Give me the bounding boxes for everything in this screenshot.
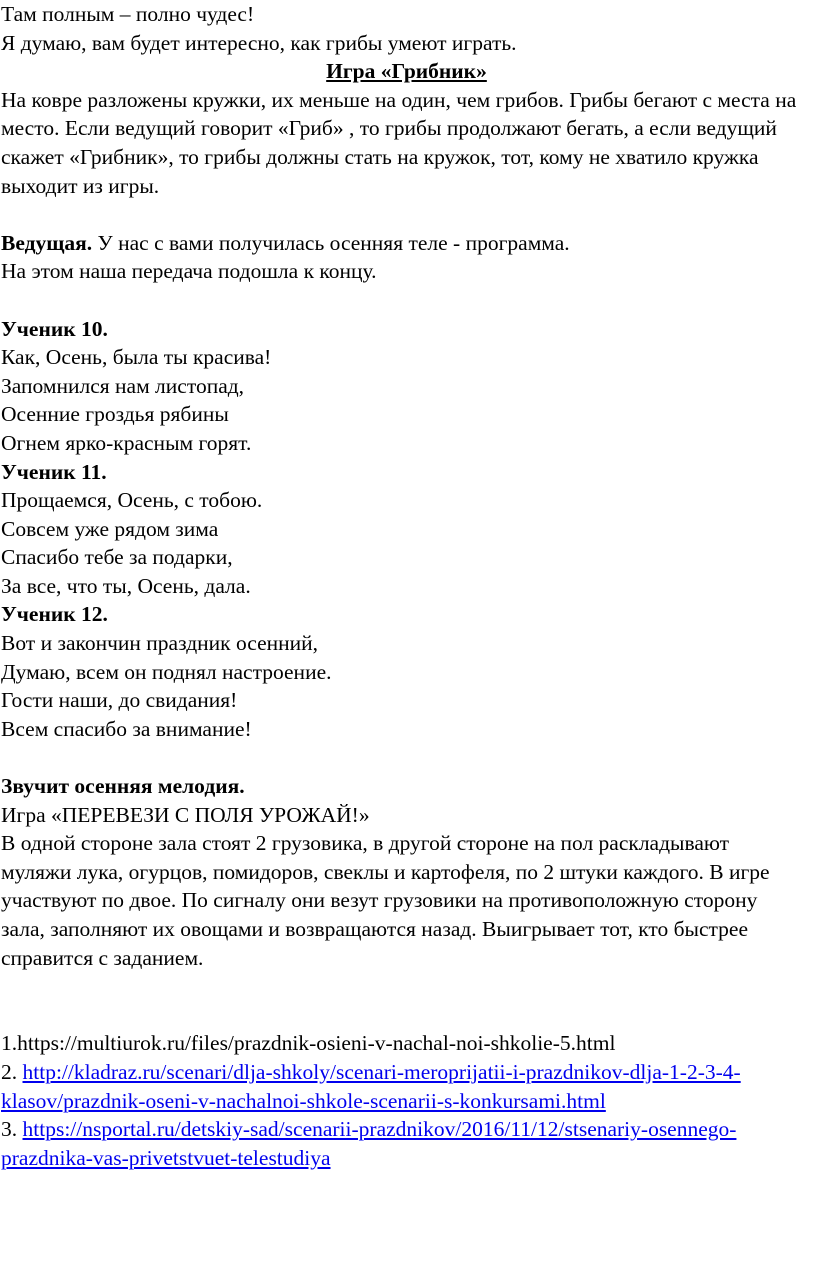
host-line-1: [1, 229, 812, 258]
source-1: [1, 1029, 812, 1058]
source-2: [1, 1058, 806, 1115]
intro-line-2: Я думаю, вам будет интересно, как грибы умеют играть.: [1, 30, 517, 55]
student-12-line: Всем спасибо за внимание!: [1, 716, 252, 741]
student-10-line: Осенние гроздья рябины: [1, 402, 229, 427]
student-10-line: Огнем ярко-красным горят.: [1, 430, 252, 455]
game1-text: На ковре разложены кружки, их меньше на один, чем грибов. Грибы бегают с места на место. Если ведущий говорит «Гриб» , то грибы продолжают бегать, а если ведущий скажет «Грибник», то грибы должны стать на кружок, тот, кому не хватило кружка выходит из игры.: [1, 87, 797, 198]
game2-title: Игра «ПЕРЕВЕЗИ С ПОЛЯ УРОЖАЙ!»: [1, 802, 370, 827]
spacer: [1, 743, 812, 772]
intro-line-1: Там полным – полно чудес!: [1, 2, 255, 26]
source-2-prefix: 2.: [1, 1059, 23, 1084]
source-3: [1, 1115, 761, 1172]
host-text-1: У нас с вами получилась осенняя теле - программа.: [92, 230, 570, 255]
host-speaker: Ведущая.: [1, 230, 93, 255]
student-10-speaker: Ученик 10.: [1, 316, 108, 341]
student-12-speaker: Ученик 12.: [1, 602, 108, 627]
spacer: [1, 200, 812, 229]
student-11-line: Спасибо тебе за подарки,: [1, 545, 233, 570]
source-3-link[interactable]: https://nsportal.ru/detskiy-sad/scenarii-prazdnikov/2016/11/12/stsenariy-osennego-prazdnika-vas-privetstvuet-telestudiya: [1, 1117, 737, 1170]
game1-title: Игра «Грибник»: [326, 59, 487, 84]
spacer: [1, 286, 812, 315]
student-11-line: За все, что ты, Осень, дала.: [1, 573, 251, 598]
student-11-speaker: Ученик 11.: [1, 459, 107, 484]
student-10-line: Запомнился нам листопад,: [1, 373, 245, 398]
student-12-line: Вот и закончин праздник осенний,: [1, 631, 319, 656]
game2-text: В одной стороне зала стоят 2 грузовика, в другой стороне на пол раскладывают муляжи лука, огурцов, помидоров, свеклы и картофеля, по 2 штуки каждого. В игре участвуют по двое. По сигналу они везут грузовики на противоположную сторону зала, заполняют их овощами и возвращаются назад. Выигрывает тот, кто быстрее справится с заданием.: [1, 831, 770, 970]
student-12-line: Гости наши, до свидания!: [1, 688, 238, 713]
student-12-line: Думаю, всем он поднял настроение.: [1, 659, 332, 684]
student-11-line: Совсем уже рядом зима: [1, 516, 219, 541]
source-2-link[interactable]: http://kladraz.ru/scenari/dlja-shkoly/scenari-meroprijatii-i-prazdnikov-dlja-1-2-3-4-klasov/prazdnik-oseni-v-nachalnoi-shkole-scenarii-s-konkursami.html: [1, 1059, 741, 1113]
melody-note: Звучит осенняя мелодия.: [1, 774, 245, 799]
host-line-2: На этом наша передача подошла к концу.: [1, 259, 377, 284]
spacer: [1, 972, 812, 1029]
student-11-line: Прощаемся, Осень, с тобою.: [1, 488, 263, 513]
source-1-text: https://multiurok.ru/files/prazdnik-osieni-v-nachal-noi-shkolie-5.html: [17, 1031, 616, 1056]
student-10-line: Как, Осень, была ты красива!: [1, 345, 272, 370]
source-3-prefix: 3.: [1, 1117, 23, 1142]
source-1-prefix: 1.: [1, 1031, 18, 1056]
